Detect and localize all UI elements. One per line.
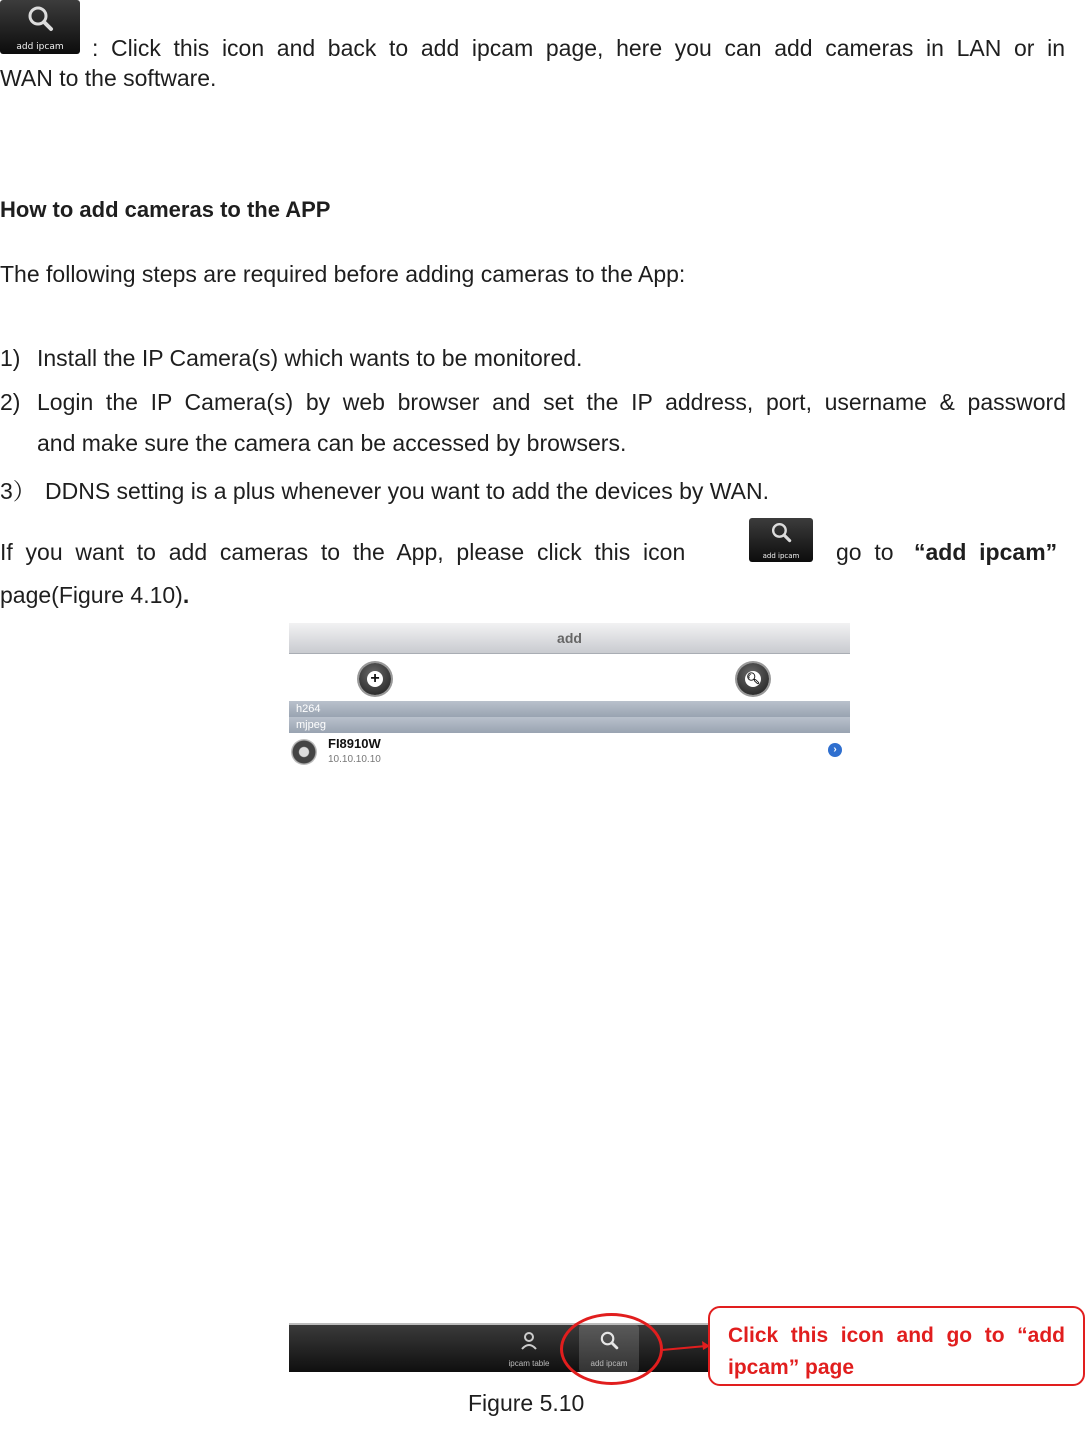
- instruction-text-middle: go to: [836, 539, 894, 565]
- step-1-text: Install the IP Camera(s) which wants to be monitored.: [37, 345, 583, 371]
- person-icon: [520, 1331, 538, 1351]
- app-add-page-screenshot: [289, 623, 850, 771]
- step-1-number: 1): [0, 345, 21, 371]
- tab-ipcam-table[interactable]: [499, 1325, 559, 1372]
- add-camera-button[interactable]: [359, 663, 391, 695]
- annotation-arrow: [660, 1340, 712, 1354]
- tab-ipcam-table-label: ipcam table: [508, 1359, 550, 1368]
- section-lead: The following steps are required before adding cameras to the App:: [0, 261, 686, 287]
- section-header-h264: h264: [289, 701, 850, 717]
- section-heading: How to add cameras to the APP: [0, 197, 331, 222]
- annotation-callout: [708, 1306, 1085, 1386]
- search-icon: 🔍︎: [746, 673, 760, 685]
- instruction-line2-text: page(Figure 4.10): [0, 582, 183, 608]
- instruction-text-before: If you want to add cameras to the App, please click this icon: [0, 539, 686, 565]
- camera-ip: 10.10.10.10: [328, 754, 381, 765]
- section-header-mjpeg: mjpeg: [289, 717, 850, 733]
- search-lan-button[interactable]: [737, 663, 769, 695]
- intro-text-line1: : Click this icon and back to add ipcam page, here you can add cameras in LAN or in: [92, 35, 1065, 61]
- chevron-right-icon[interactable]: ›: [828, 743, 842, 757]
- figure-caption: Figure 5.10: [468, 1390, 585, 1416]
- step-2-number: 2): [0, 389, 21, 415]
- intro-text-line2: WAN to the software.: [0, 65, 217, 91]
- step-2-text-line1: Login the IP Camera(s) by web browser and set the IP address, port, username & password: [37, 389, 1066, 415]
- instruction-line2-period: .: [182, 582, 190, 608]
- instruction-line2: [0, 575, 189, 615]
- tab-add-ipcam-label: add ipcam: [590, 1359, 628, 1368]
- step-3-number: 3）: [0, 478, 36, 504]
- add-ipcam-icon: [0, 0, 80, 54]
- add-ipcam-inline-icon-label: add ipcam: [762, 552, 800, 560]
- step-3-text: DDNS setting is a plus whenever you want to add the devices by WAN.: [45, 478, 769, 504]
- callout-line1: Click this icon and go to “add: [728, 1324, 1065, 1347]
- add-ipcam-icon-label: add ipcam: [16, 42, 64, 52]
- camera-name: FI8910W: [328, 736, 381, 751]
- camera-icon: [291, 739, 317, 765]
- plus-icon: +: [367, 671, 383, 687]
- instruction-text-bold: “add ipcam”: [914, 539, 1058, 565]
- callout-line2: ipcam” page: [728, 1356, 855, 1379]
- app-title: add: [289, 623, 850, 654]
- add-ipcam-inline-icon: [749, 518, 813, 562]
- step-2-text-line2: and make sure the camera can be accessed by browsers.: [37, 430, 627, 456]
- highlight-ellipse: [560, 1313, 663, 1385]
